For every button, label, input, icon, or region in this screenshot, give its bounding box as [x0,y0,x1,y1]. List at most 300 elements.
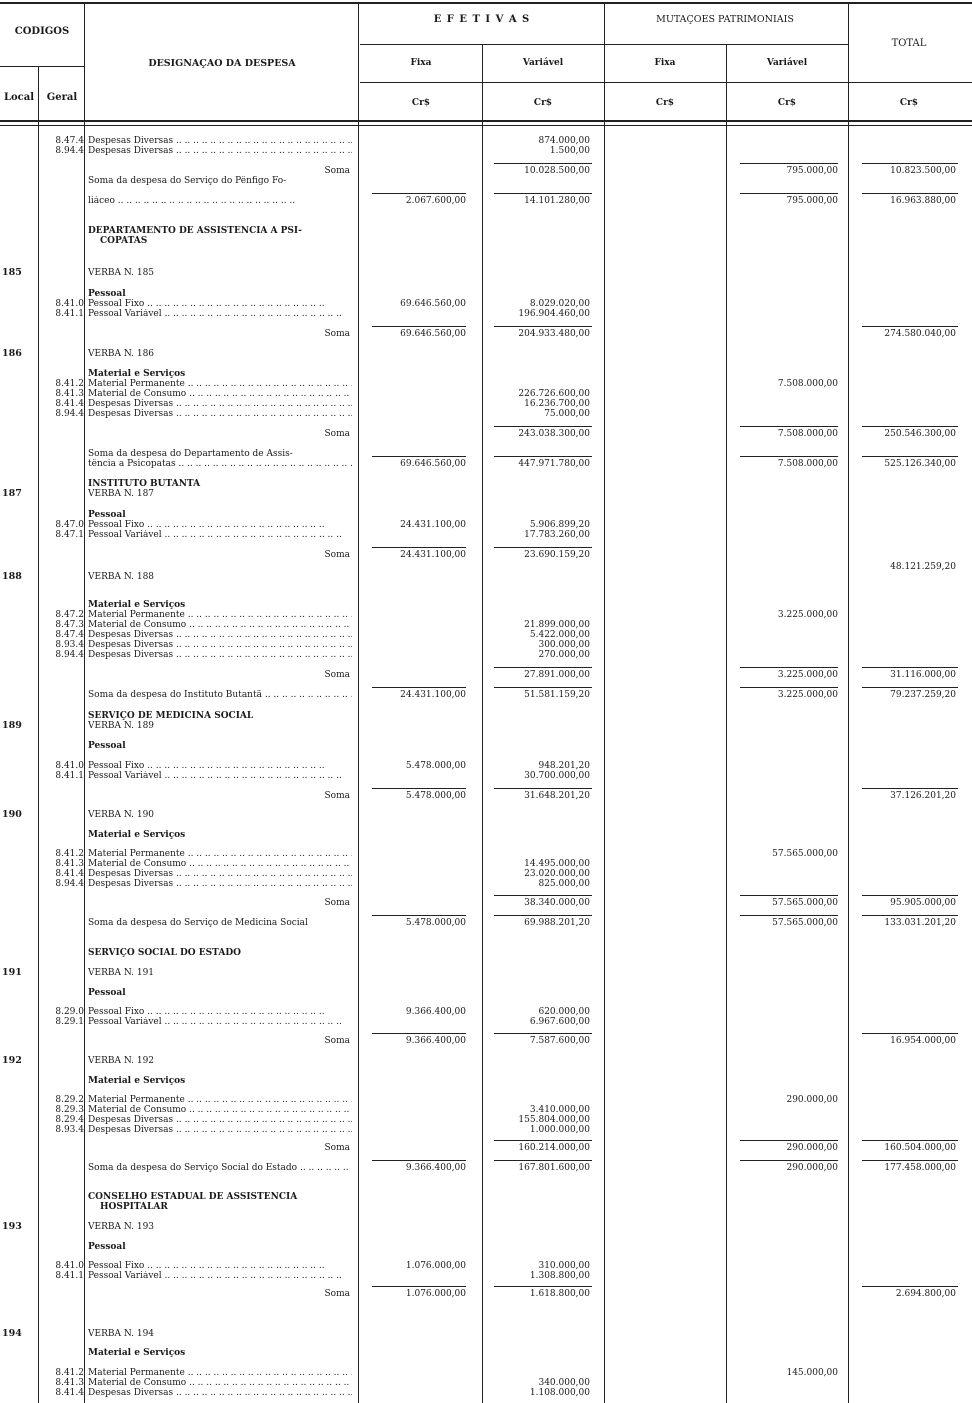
table-row [0,409,972,419]
local-code: 185 [2,267,22,278]
efetiva-variavel-value: 75.000,00 [544,409,590,419]
geral-code: 8.41.3 [55,1378,84,1388]
expense-description: Material Permanente .. .. [88,849,352,859]
sum-rule [740,915,838,916]
table-row [0,1378,972,1388]
sum-rule [494,667,592,668]
expense-description: Material de Consumo .. .. [88,1105,352,1115]
sum-rule [372,915,466,916]
header-bottom-rule [0,120,972,122]
table-row [0,1105,972,1115]
efetiva-variavel-value: 310.000,00 [538,1261,590,1271]
expense-description: Pessoal Variável .. .. [88,1017,352,1027]
mutacao-variavel-value: 795.000,00 [786,196,838,206]
table-row [0,489,972,499]
sum-rule [494,1033,592,1034]
efetiva-fixa-value: 24.431.100,00 [400,520,466,530]
table-row [0,1202,972,1212]
mutacao-variavel-value: 7.508.000,00 [777,379,838,389]
sum-rule [372,1286,466,1287]
efetiva-fixa-value: 69.646.560,00 [400,329,466,339]
currency-label: Cr$ [655,98,675,108]
sum-rule [494,426,592,427]
efetiva-variavel-value: 38.340.000,00 [524,898,590,908]
soma-row [0,550,972,560]
sum-rule [862,1140,958,1141]
efetiva-variavel-value: 14.495.000,00 [524,859,590,869]
sum-rule [372,547,466,548]
currency-label: Cr$ [411,98,431,108]
efetiva-variavel-value: 3.410.000,00 [529,1105,590,1115]
total-value: 2.694.800,00 [895,1289,956,1299]
designacao-header: DESIGNAÇAO DA DESPESA [148,58,296,69]
local-code: 190 [2,809,22,820]
table-row [0,869,972,879]
sum-rule [740,193,838,194]
expense-description: Material de Consumo .. .. [88,620,352,630]
expense-description: Material de Consumo .. .. [88,389,352,399]
geral-code: 8.41.3 [55,859,84,869]
expense-description: Pessoal Variável .. .. [88,1271,352,1281]
expense-description: VERBA N. 192 [88,1056,155,1066]
total-value: 31.116.000,00 [890,670,956,680]
geral-code: 8.41.0 [55,1261,84,1271]
table-row [0,1095,972,1105]
sum-rule [740,667,838,668]
geral-code: 8.93.4 [55,1125,84,1135]
efetiva-variavel-value: 23.690.159,20 [524,550,590,560]
table-row [0,1261,972,1271]
sum-rule [494,1160,592,1161]
efetiva-variavel-value: 874.000,00 [538,136,590,146]
sum-rule [740,456,838,457]
sum-rule [494,687,592,688]
table-row [0,1222,972,1232]
efetiva-variavel-value: 243.038.300,00 [518,429,590,439]
mutacao-variavel-value: 57.565.000,00 [772,849,838,859]
table-row [0,690,972,700]
sum-rule [862,667,958,668]
table-row [0,136,972,146]
table-row [0,879,972,889]
header-rule [360,82,972,83]
table-row [0,562,972,572]
geral-code: 8.41.4 [55,1388,84,1398]
sum-rule [862,1160,958,1161]
table-row [0,479,972,489]
sum-rule [494,547,592,548]
soma-row [0,670,972,680]
table-row [0,1192,972,1202]
total-value: 525.126.340,00 [884,459,956,469]
sum-rule [494,915,592,916]
table-row [0,1329,972,1339]
total-value: 48.121.259,20 [890,562,956,572]
efetiva-variavel-value: 30.700.000,00 [524,771,590,781]
total-value: 10.823.500,00 [890,166,956,176]
efetiva-fixa-value: 1.076.000,00 [405,1261,466,1271]
table-row [0,1056,972,1066]
expense-description: Soma da despesa do Departamento de Assis- [88,449,293,459]
expense-description: tência a Psicopatas .. .. [88,459,352,469]
table-row [0,268,972,278]
table-row [0,1348,972,1358]
expense-description: Material Permanente .. .. [88,379,352,389]
soma-label: Soma [324,898,350,908]
table-row [0,620,972,630]
sum-rule [740,1160,838,1161]
sum-rule [372,1033,466,1034]
geral-code: 8.41.2 [55,849,84,859]
expense-description: Material de Consumo .. .. [88,859,352,869]
table-row [0,572,972,582]
geral-code: 8.41.1 [55,771,84,781]
efetiva-variavel-value: 7.587.600,00 [529,1036,590,1046]
table-row [0,600,972,610]
efetiva-variavel-value: 51.581.159,20 [524,690,590,700]
geral-code: 8.93.4 [55,640,84,650]
mutacao-variavel-value: 290.000,00 [786,1143,838,1153]
table-row [0,449,972,459]
mutacao-variavel-value: 145.000,00 [786,1368,838,1378]
sum-rule [740,895,838,896]
sum-rule [494,895,592,896]
expense-description: Despesas Diversas .. .. [88,630,352,640]
table-row [0,968,972,978]
expense-description: Despesas Diversas .. .. [88,409,352,419]
efetiva-variavel-value: 300.000,00 [538,640,590,650]
table-row [0,610,972,620]
expense-description: Pessoal Variável .. .. [88,771,352,781]
soma-row [0,329,972,339]
expense-description: Despesas Diversas .. .. [88,1125,352,1135]
total-value: 79.237.259,20 [890,690,956,700]
table-row [0,849,972,859]
geral-code: 8.41.2 [55,379,84,389]
soma-label: Soma [324,166,350,176]
local-code: 189 [2,720,22,731]
geral-code: 8.41.1 [55,1271,84,1281]
local-code: 192 [2,1055,22,1066]
geral-code: 8.47.0 [55,520,84,530]
efetiva-fixa-value: 5.478.000,00 [405,918,466,928]
geral-code: 8.47.4 [55,136,84,146]
sum-rule [862,895,958,896]
total-value: 37.126.201,20 [890,791,956,801]
table-row [0,520,972,530]
efetiva-variavel-header: Variável [522,58,564,68]
mutacoes-header: MUTAÇOES PATRIMONIAIS [656,14,794,25]
efetiva-variavel-value: 226.726.600,00 [518,389,590,399]
efetiva-fixa-value: 24.431.100,00 [400,690,466,700]
efetiva-variavel-value: 31.648.201,20 [524,791,590,801]
table-row [0,771,972,781]
table-row [0,761,972,771]
efetiva-variavel-value: 340.000,00 [538,1378,590,1388]
sum-rule [372,456,466,457]
table-row [0,176,972,186]
total-value: 133.031.201,20 [884,918,956,928]
total-value: 16.954.000,00 [890,1036,956,1046]
efetiva-variavel-value: 69.988.201,20 [524,918,590,928]
expense-description: INSTITUTO BUTANTÃ [88,479,201,489]
header-rule [0,66,84,67]
table-row [0,196,972,206]
soma-row [0,1036,972,1046]
soma-label: Soma [324,1289,350,1299]
table-row [0,459,972,469]
sum-rule [862,1033,958,1034]
geral-code: 8.47.3 [55,620,84,630]
sum-rule [372,687,466,688]
soma-row [0,1289,972,1299]
table-row [0,299,972,309]
soma-label: Soma [324,1143,350,1153]
mutacao-variavel-header: Variável [766,58,808,68]
header-bottom-rule [0,125,972,126]
expense-description: DEPARTAMENTO DE ASSISTÊNCIA A PSI- [88,226,302,236]
mutacao-variavel-value: 3.225.000,00 [777,690,838,700]
expense-description: Despesas Diversas .. .. [88,879,352,889]
sum-rule [372,788,466,789]
expense-description: HOSPITALAR [100,1202,168,1212]
table-row [0,309,972,319]
soma-row [0,791,972,801]
table-row [0,640,972,650]
table-row [0,1368,972,1378]
sum-rule [494,326,592,327]
table-row [0,830,972,840]
table-row [0,146,972,156]
efetiva-variavel-value: 204.933.480,00 [518,329,590,339]
efetiva-variavel-value: 155.804.000,00 [518,1115,590,1125]
expense-description: Despesas Diversas .. .. [88,869,352,879]
efetiva-variavel-value: 1.618.800,00 [529,1289,590,1299]
table-row [0,379,972,389]
geral-code: 8.41.4 [55,869,84,879]
local-code: 187 [2,488,22,499]
expense-description: Pessoal Fixo .. .. [88,520,352,530]
table-row [0,1076,972,1086]
expense-description: Pessoal Variável .. .. [88,530,352,540]
expense-description: Pessoal Fixo .. .. [88,1007,352,1017]
efetiva-fixa-value: 69.646.560,00 [400,299,466,309]
sum-rule [862,687,958,688]
sum-rule [740,163,838,164]
expense-description: Material e Serviços [88,600,186,610]
efetiva-fixa-value: 9.366.400,00 [405,1163,466,1173]
sum-rule [862,193,958,194]
expense-description: SERVIÇO DE MEDICINA SOCIAL [88,711,254,721]
efetiva-fixa-value: 1.076.000,00 [405,1289,466,1299]
mutacao-variavel-value: 57.565.000,00 [772,898,838,908]
local-code: 193 [2,1221,22,1232]
table-row [0,226,972,236]
soma-row [0,1143,972,1153]
expense-description: Material e Serviços [88,369,186,379]
soma-label: Soma [324,429,350,439]
expense-description: Pessoal Fixo .. .. [88,1261,352,1271]
table-row [0,1115,972,1125]
mutacao-variavel-value: 290.000,00 [786,1095,838,1105]
sum-rule [862,1286,958,1287]
total-value: 16.963.880,00 [890,196,956,206]
expense-description: Pessoal Fixo .. .. [88,299,352,309]
soma-label: Soma [324,791,350,801]
table-row [0,630,972,640]
efetiva-variavel-value: 1.108.000,00 [529,1388,590,1398]
efetivas-header: E F E T I V A S [433,14,531,25]
local-header: Local [3,92,35,103]
efetiva-variavel-value: 160.214.000,00 [518,1143,590,1153]
sum-rule [862,163,958,164]
soma-label: Soma [324,550,350,560]
sum-rule [740,426,838,427]
geral-code: 8.29.3 [55,1105,84,1115]
expense-description: Pessoal [88,1242,126,1252]
sum-rule [494,163,592,164]
geral-code: 8.41.1 [55,309,84,319]
geral-code: 8.94.4 [55,879,84,889]
efetiva-variavel-value: 23.020.000,00 [524,869,590,879]
local-code: 188 [2,571,22,582]
efetiva-variavel-value: 14.101.280,00 [524,196,590,206]
table-row [0,1242,972,1252]
efetiva-variavel-value: 5.906.899,20 [529,520,590,530]
table-row [0,1017,972,1027]
efetiva-variavel-value: 6.967.600,00 [529,1017,590,1027]
expense-description: Pessoal [88,289,126,299]
geral-code: 8.29.4 [55,1115,84,1125]
geral-code: 8.29.2 [55,1095,84,1105]
local-code: 191 [2,967,22,978]
soma-row [0,898,972,908]
expense-description: VERBA N. 188 [88,572,155,582]
table-row [0,349,972,359]
total-value: 177.458.000,00 [884,1163,956,1173]
expense-description: VERBA N. 186 [88,349,155,359]
mutacao-fixa-header: Fixa [654,58,676,68]
expense-description: Pessoal [88,741,126,751]
table-row [0,1125,972,1135]
efetiva-fixa-value: 9.366.400,00 [405,1036,466,1046]
sum-rule [862,326,958,327]
efetiva-fixa-value: 5.478.000,00 [405,791,466,801]
expense-description: Pessoal [88,510,126,520]
efetiva-variavel-value: 948.201,20 [538,761,590,771]
efetiva-variavel-value: 17.783.260,00 [524,530,590,540]
soma-label: Soma [324,1036,350,1046]
efetiva-variavel-value: 1.308.800,00 [529,1271,590,1281]
expense-description: Material e Serviços [88,1348,186,1358]
expense-description: SERVIÇO SOCIAL DO ESTADO [88,948,241,958]
efetiva-variavel-value: 447.971.780,00 [518,459,590,469]
total-value: 274.580.040,00 [884,329,956,339]
expense-description: VERBA N. 185 [88,268,155,278]
geral-code: 8.94.4 [55,409,84,419]
geral-code: 8.41.0 [55,761,84,771]
efetiva-fixa-value: 5.478.000,00 [405,761,466,771]
efetiva-variavel-value: 196.904.460,00 [518,309,590,319]
geral-code: 8.29.0 [55,1007,84,1017]
mutacao-variavel-value: 7.508.000,00 [777,459,838,469]
geral-code: 8.94.4 [55,146,84,156]
expense-description: Despesas Diversas .. .. [88,1115,352,1125]
expense-description: VERBA N. 193 [88,1222,155,1232]
table-row [0,510,972,520]
expense-description: Soma da despesa do Serviço Social do Estado .. .. [88,1163,352,1173]
efetiva-fixa-value: 2.067.600,00 [405,196,466,206]
mutacao-variavel-value: 795.000,00 [786,166,838,176]
expense-description: VERBA N. 189 [88,721,155,731]
table-row [0,1388,972,1398]
efetiva-fixa-value: 69.646.560,00 [400,459,466,469]
expense-description: CONSELHO ESTADUAL DE ASSISTÊNCIA [88,1192,298,1202]
efetiva-variavel-value: 27.891.000,00 [524,670,590,680]
table-row [0,399,972,409]
total-value: 250.546.300,00 [884,429,956,439]
expense-description: Material Permanente .. .. [88,610,352,620]
soma-row [0,166,972,176]
table-row [0,810,972,820]
expense-description: Material de Consumo .. .. [88,1378,352,1388]
efetiva-variavel-value: 1.000.000,00 [529,1125,590,1135]
expense-description: Despesas Diversas .. .. [88,146,352,156]
table-row [0,859,972,869]
currency-label: Cr$ [533,98,553,108]
expense-description: Material Permanente .. .. [88,1095,352,1105]
currency-label: Cr$ [899,98,919,108]
geral-code: 8.47.4 [55,630,84,640]
table-row [0,530,972,540]
expense-description: Soma da despesa do Serviço do Pênfigo Fo- [88,176,287,186]
efetiva-fixa-value: 9.366.400,00 [405,1007,466,1017]
mutacao-variavel-value: 3.225.000,00 [777,610,838,620]
efetiva-variavel-value: 825.000,00 [538,879,590,889]
sum-rule [372,326,466,327]
sum-rule [862,915,958,916]
sum-rule [862,788,958,789]
expense-description: Material Permanente .. .. [88,1368,352,1378]
table-row [0,236,972,246]
codigos-header: CODIGOS [14,26,70,37]
expense-description: Material e Serviços [88,830,186,840]
efetiva-variavel-value: 620.000,00 [538,1007,590,1017]
soma-label: Soma [324,670,350,680]
geral-code: 8.41.3 [55,389,84,399]
table-row [0,650,972,660]
geral-code: 8.29.1 [55,1017,84,1027]
efetiva-variavel-value: 8.029.020,00 [529,299,590,309]
total-header: TOTAL [891,38,927,49]
mutacao-variavel-value: 57.565.000,00 [772,918,838,928]
sum-rule [740,1140,838,1141]
table-row [0,1163,972,1173]
total-value: 95.905.000,00 [890,898,956,908]
table-row [0,369,972,379]
expense-description: Despesas Diversas .. .. [88,650,352,660]
table-row [0,948,972,958]
expense-description: Pessoal [88,988,126,998]
expense-description: VERBA N. 191 [88,968,155,978]
geral-code: 8.94.4 [55,650,84,660]
mutacao-variavel-value: 290.000,00 [786,1163,838,1173]
expense-description: Soma da despesa do Serviço de Medicina Social [88,918,308,928]
mutacao-variavel-value: 3.225.000,00 [777,670,838,680]
geral-code: 8.47.1 [55,530,84,540]
efetiva-variavel-value: 270.000,00 [538,650,590,660]
soma-label: Soma [324,329,350,339]
